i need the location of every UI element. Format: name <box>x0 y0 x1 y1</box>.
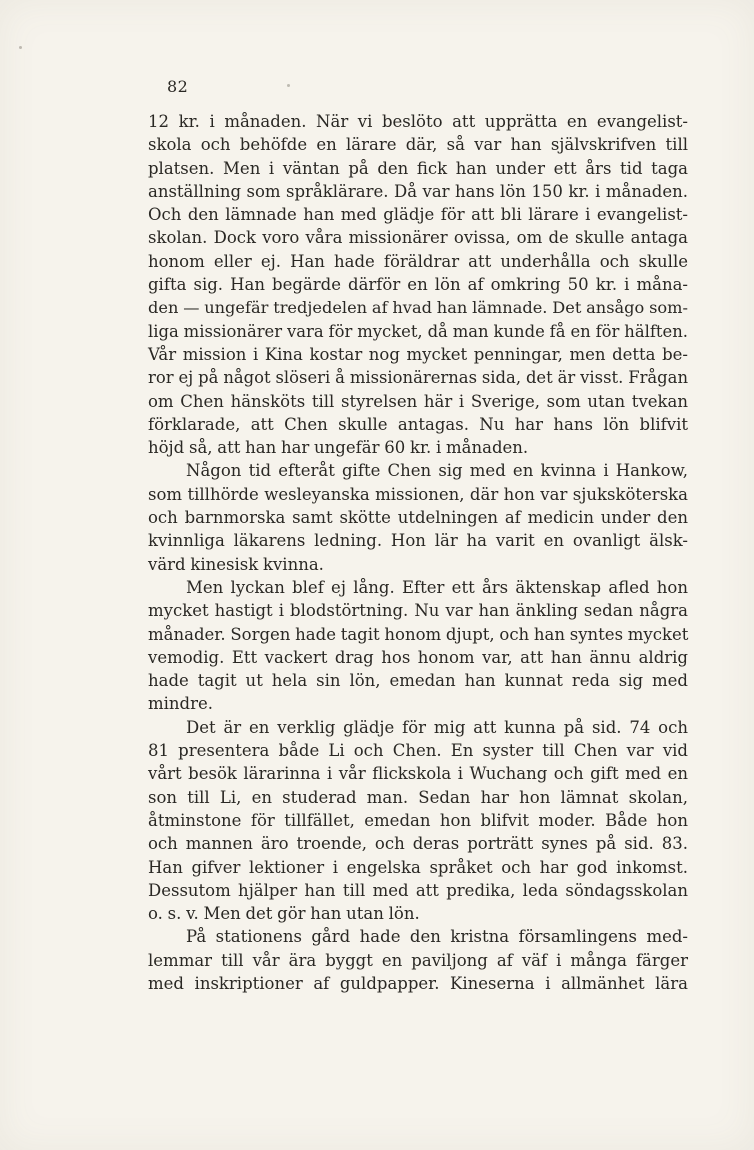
text-line: ror ej på något slöseri å missionärernas sida, det är visst. Frågan <box>148 368 688 388</box>
text-line: anställning som språklärare. Då var hans lön 150 kr. i månaden. <box>148 181 688 201</box>
text-line: som tillhörde wesleyanska missionen, där hon var sjuksköterska <box>148 484 688 504</box>
text-line: och barnmorska samt skötte utdelningen af medicin under den <box>148 508 688 528</box>
paper-speck <box>19 46 22 49</box>
text-line: höjd så, att han har ungefär 60 kr. i månaden. <box>148 438 529 458</box>
text-line: och mannen äro troende, och deras porträtt synes på sid. 83. <box>148 834 688 854</box>
text-line: platsen. Men i väntan på den fick han under ett års tid taga <box>148 158 688 178</box>
text-line: Och den lämnade han med glädje för att bli lärare i evangelist- <box>148 205 688 225</box>
text-line: förklarade, att Chen skulle antagas. Nu har hans lön blifvit <box>148 414 688 434</box>
text-line: kvinnliga läkarens ledning. Hon lär ha varit en ovanligt älsk- <box>148 531 688 551</box>
text-line: son till Li, en studerad man. Sedan har hon lämnat skolan, <box>148 787 688 807</box>
text-line: värd kinesisk kvinna. <box>148 554 324 574</box>
text-line: Dessutom hjälper han till med att predika, leda söndagsskolan <box>148 880 688 900</box>
text-line: liga missionärer vara för mycket, då man kunde få en för hälften. <box>148 321 688 341</box>
text-line: Någon tid efteråt gifte Chen sig med en kvinna i Hankow, <box>186 461 688 481</box>
text-line: månader. Sorgen hade tagit honom djupt, och han syntes mycket <box>148 624 689 644</box>
text-line: den — ungefär tredjedelen af hvad han lämnade. Det ansågo som- <box>148 298 688 318</box>
page-number: 82 <box>167 77 189 96</box>
paper-speck <box>287 84 290 87</box>
text-line: åtminstone för tillfället, emedan hon blifvit moder. Både hon <box>148 810 688 830</box>
text-line: skolan. Dock voro våra missionärer ovissa, om de skulle antaga <box>148 228 688 248</box>
text-line: vårt besök lärarinna i vår flickskola i Wuchang och gift med en <box>148 764 688 784</box>
text-line: skola och behöfde en lärare där, så var han självskrifven till <box>148 135 688 155</box>
body-text <box>148 110 688 995</box>
text-line: hade tagit ut hela sin lön, emedan han kunnat reda sig med <box>148 671 688 691</box>
text-line: vemodig. Ett vackert drag hos honom var, att han ännu aldrig <box>148 647 688 667</box>
text-line: Men lyckan blef ej lång. Efter ett års äktenskap afled hon <box>186 577 688 597</box>
text-line: gifta sig. Han begärde därför en lön af omkring 50 kr. i måna- <box>148 275 688 295</box>
text-line: mycket hastigt i blodstörtning. Nu var han änkling sedan några <box>148 601 688 621</box>
text-line: 81 presentera både Li och Chen. En syster till Chen var vid <box>148 741 688 761</box>
text-line: Han gifver lektioner i engelska språket och har god inkomst. <box>148 857 688 877</box>
text-line: På stationens gård hade den kristna församlingens med- <box>186 927 688 947</box>
text-line: om Chen hänsköts till styrelsen här i Sverige, som utan tvekan <box>148 391 688 411</box>
text-line: honom eller ej. Han hade föräldrar att underhålla och skulle <box>148 251 688 271</box>
text-line: Vår mission i Kina kostar nog mycket penningar, men detta be- <box>148 344 688 364</box>
text-line: 12 kr. i månaden. När vi beslöto att upprätta en evangelist- <box>148 112 688 131</box>
text-line: o. s. v. Men det gör han utan lön. <box>148 904 420 924</box>
text-line: lemmar till vår ära byggt en paviljong af väf i många färger <box>148 950 688 970</box>
text-line: mindre. <box>148 694 214 714</box>
text-line: Det är en verklig glädje för mig att kunna på sid. 74 och <box>186 717 688 737</box>
text-line: med inskriptioner af guldpapper. Kineserna i allmänhet lära <box>148 973 688 993</box>
